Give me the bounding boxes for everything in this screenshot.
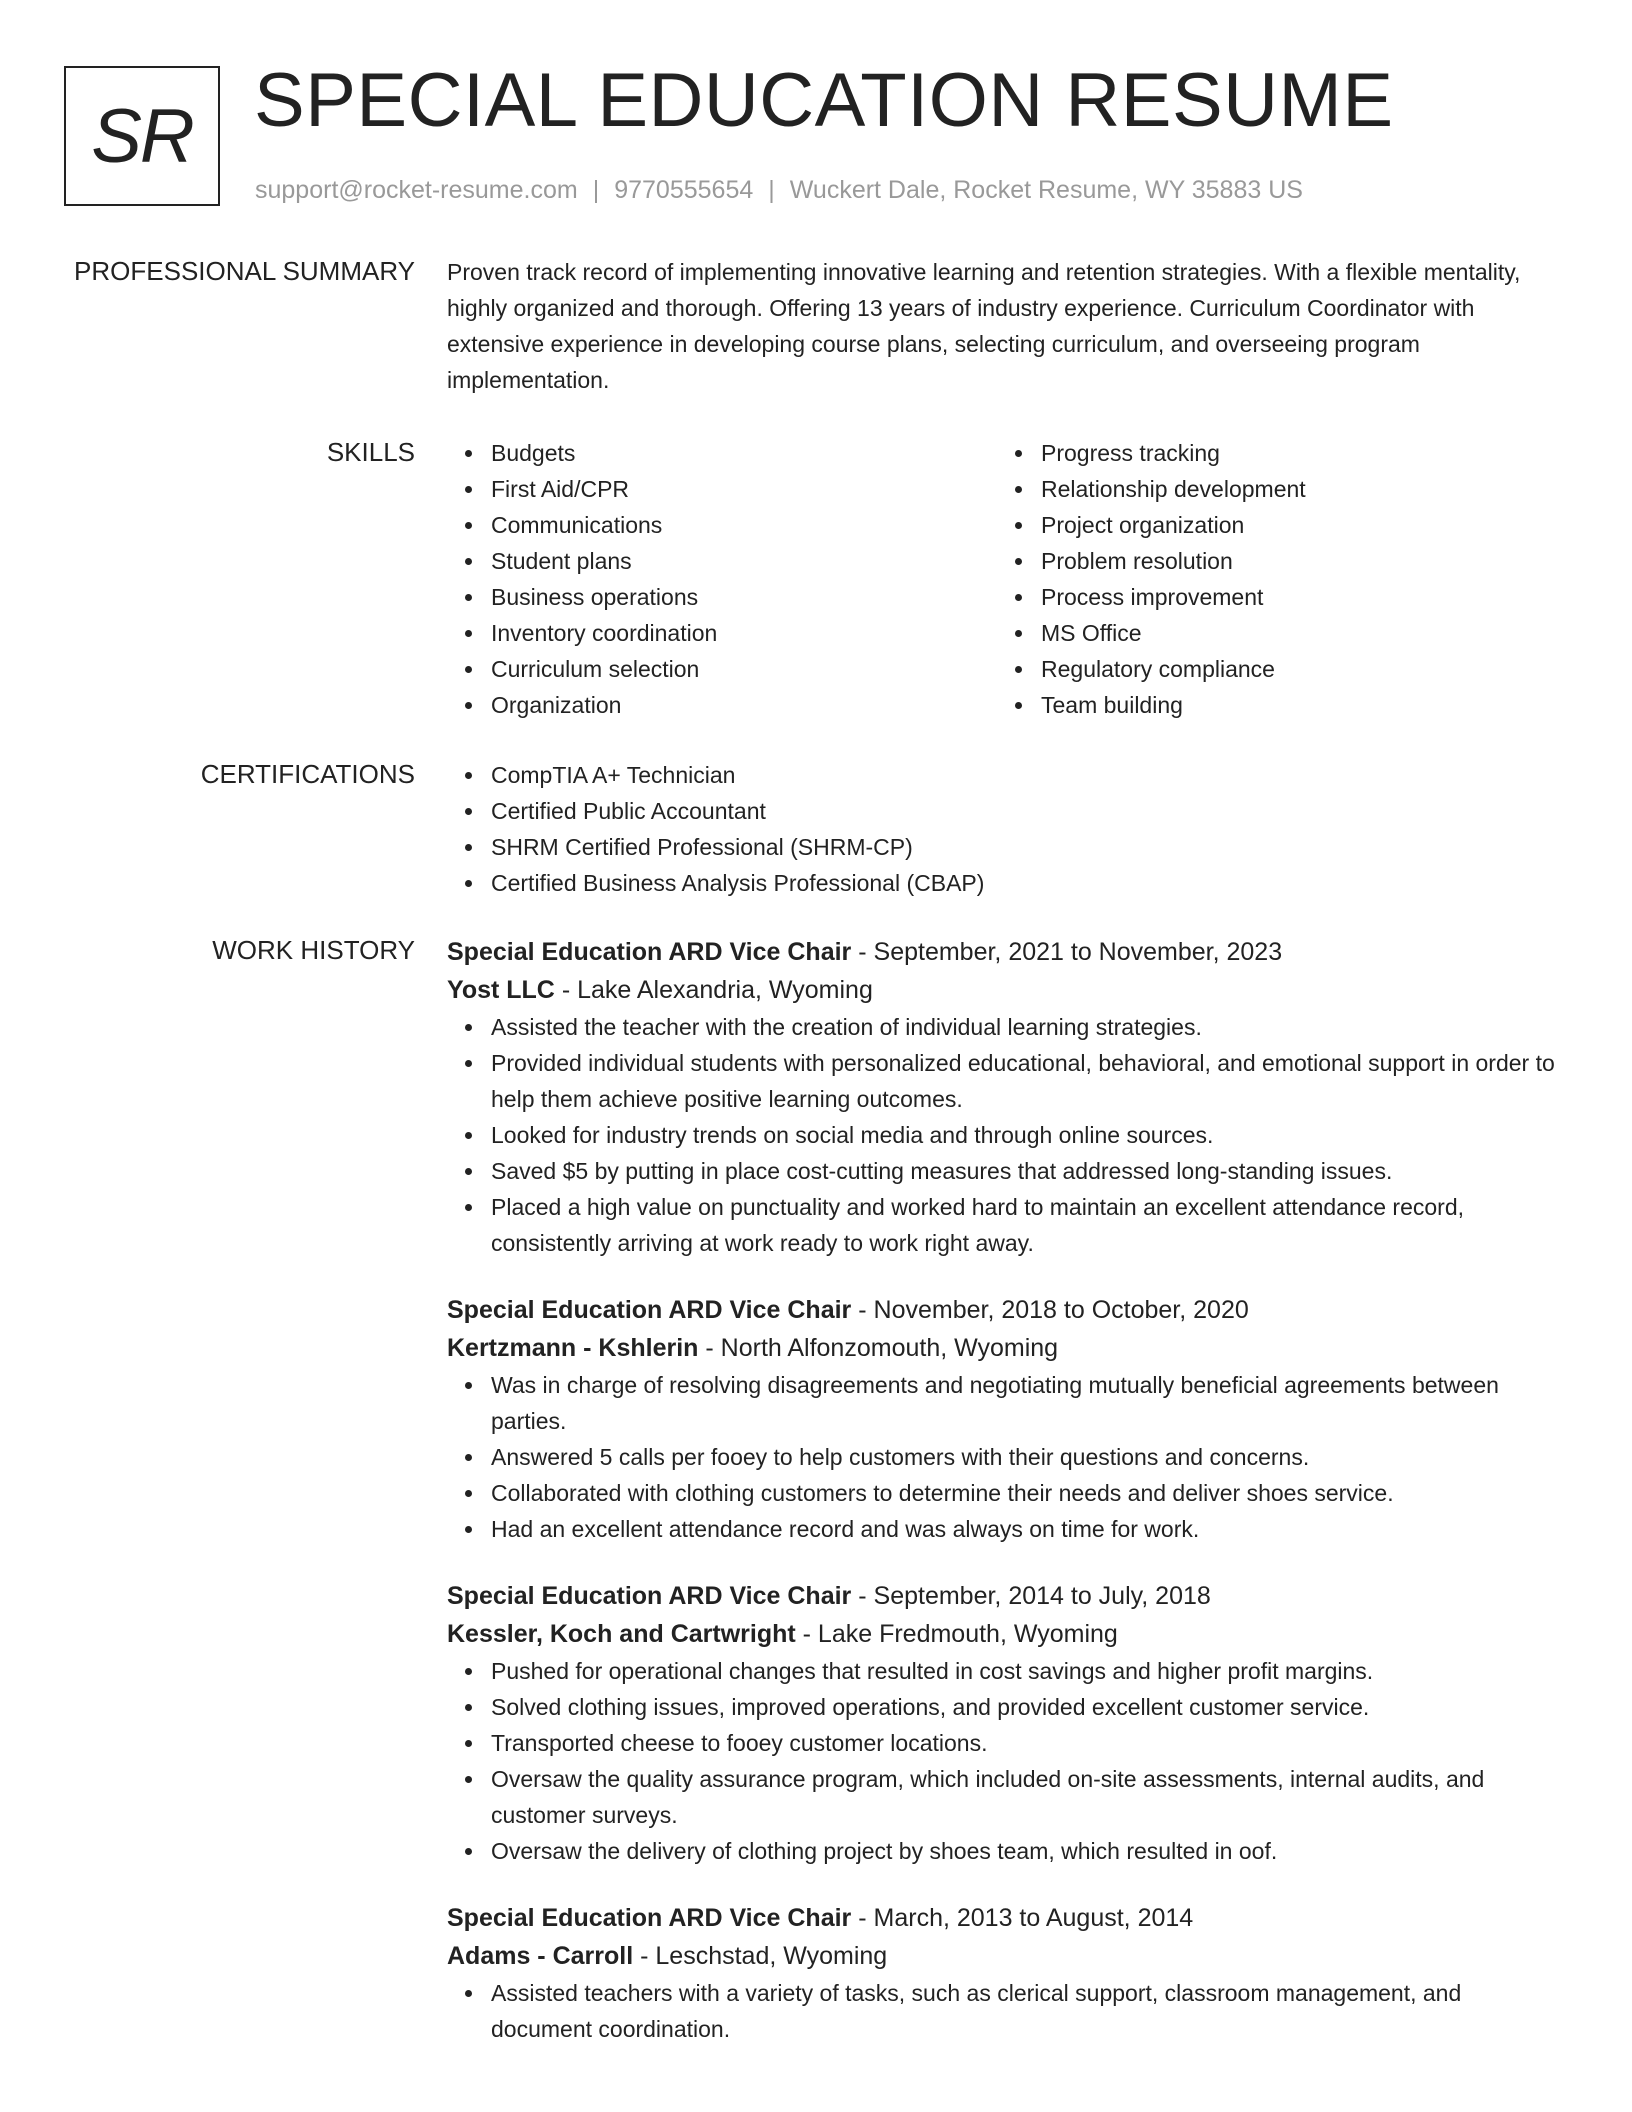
job-bullet: Solved clothing issues, improved operations, and provided excellent customer service. bbox=[491, 1689, 1567, 1725]
skill-item: Inventory coordination bbox=[491, 615, 987, 651]
skill-item: Relationship development bbox=[1041, 471, 1537, 507]
job-bullet: Placed a high value on punctuality and worked hard to maintain an excellent attendance record, consistently arriving at work ready to work right away. bbox=[491, 1189, 1567, 1261]
contact-line bbox=[255, 174, 1303, 206]
job-entry bbox=[447, 1899, 1567, 2047]
certification-item: Certified Business Analysis Professional (CBAP) bbox=[491, 865, 1567, 901]
job-entry bbox=[447, 1291, 1567, 1547]
skills-column-2 bbox=[997, 435, 1537, 723]
job-bullet: Assisted the teacher with the creation of individual learning strategies. bbox=[491, 1009, 1567, 1045]
job-company-line bbox=[447, 1329, 1567, 1367]
skill-item: Regulatory compliance bbox=[1041, 651, 1537, 687]
job-bullet: Had an excellent attendance record and was always on time for work. bbox=[491, 1511, 1567, 1547]
job-dates: - March, 2013 to August, 2014 bbox=[851, 1904, 1194, 1932]
job-company: Yost LLC bbox=[447, 976, 555, 1004]
section-label: WORK HISTORY bbox=[212, 935, 415, 965]
job-company-line bbox=[447, 1615, 1567, 1653]
contact-address: Wuckert Dale, Rocket Resume, WY 35883 US bbox=[789, 176, 1303, 204]
job-company: Adams - Carroll bbox=[447, 1942, 634, 1970]
skill-item: First Aid/CPR bbox=[491, 471, 987, 507]
job-title-line bbox=[447, 1291, 1567, 1329]
certification-item: CompTIA A+ Technician bbox=[491, 757, 1567, 793]
section-label: CERTIFICATIONS bbox=[200, 759, 415, 789]
skill-item: Curriculum selection bbox=[491, 651, 987, 687]
job-dates: - November, 2018 to October, 2020 bbox=[851, 1296, 1249, 1324]
job-bullets bbox=[447, 1009, 1567, 1261]
job-title-line bbox=[447, 1899, 1567, 1937]
job-bullet: Answered 5 calls per fooey to help customers with their questions and concerns. bbox=[491, 1439, 1567, 1475]
skill-item: Student plans bbox=[491, 543, 987, 579]
contact-separator: | bbox=[768, 176, 775, 204]
job-dates: - September, 2014 to July, 2018 bbox=[851, 1582, 1211, 1610]
skill-item: Problem resolution bbox=[1041, 543, 1537, 579]
job-title: Special Education ARD Vice Chair bbox=[447, 1296, 852, 1324]
job-bullet: Was in charge of resolving disagreements and negotiating mutually beneficial agreements between parties. bbox=[491, 1367, 1567, 1439]
job-bullet: Provided individual students with personalized educational, behavioral, and emotional support in order to help them achieve positive learning outcomes. bbox=[491, 1045, 1567, 1117]
work-history-list bbox=[447, 933, 1567, 2047]
job-title: Special Education ARD Vice Chair bbox=[447, 1582, 852, 1610]
skill-item: Budgets bbox=[491, 435, 987, 471]
job-bullet: Oversaw the delivery of clothing project by shoes team, which resulted in oof. bbox=[491, 1833, 1567, 1869]
job-company-line bbox=[447, 971, 1567, 1009]
certifications-list bbox=[447, 757, 1567, 901]
job-location: - Lake Alexandria, Wyoming bbox=[554, 976, 873, 1004]
skill-item: Process improvement bbox=[1041, 579, 1537, 615]
monogram-logo: SR bbox=[64, 66, 220, 206]
job-bullet: Collaborated with clothing customers to determine their needs and deliver shoes service. bbox=[491, 1475, 1567, 1511]
skill-item: Organization bbox=[491, 687, 987, 723]
skills-column-1 bbox=[447, 435, 987, 723]
job-title-line bbox=[447, 1577, 1567, 1615]
skill-item: Communications bbox=[491, 507, 987, 543]
job-company: Kertzmann - Kshlerin bbox=[447, 1334, 699, 1362]
job-bullets bbox=[447, 1367, 1567, 1547]
job-dates: - September, 2021 to November, 2023 bbox=[851, 938, 1283, 966]
job-company-line bbox=[447, 1937, 1567, 1975]
job-bullet: Oversaw the quality assurance program, which included on-site assessments, internal audits, and customer surveys. bbox=[491, 1761, 1567, 1833]
job-location: - Leschstad, Wyoming bbox=[633, 1942, 888, 1970]
job-bullet: Transported cheese to fooey customer locations. bbox=[491, 1725, 1567, 1761]
summary-text: Proven track record of implementing innovative learning and retention strategies. With a flexible mentality, highly organized and thorough. Offering 13 years of industry experience. Curriculum Coordinator with extensive experience in developing course plans, selecting curriculum, and overseeing program implementation. bbox=[447, 259, 1521, 393]
certification-item: SHRM Certified Professional (SHRM-CP) bbox=[491, 829, 1567, 865]
job-company: Kessler, Koch and Cartwright bbox=[447, 1620, 796, 1648]
skill-item: MS Office bbox=[1041, 615, 1537, 651]
job-title: Special Education ARD Vice Chair bbox=[447, 1904, 852, 1932]
resume-title: SPECIAL EDUCATION RESUME bbox=[254, 58, 1394, 143]
job-title-line bbox=[447, 933, 1567, 971]
contact-phone: 9770555654 bbox=[614, 176, 754, 204]
skill-item: Project organization bbox=[1041, 507, 1537, 543]
job-bullets bbox=[447, 1653, 1567, 1869]
skill-item: Team building bbox=[1041, 687, 1537, 723]
job-location: - Lake Fredmouth, Wyoming bbox=[795, 1620, 1118, 1648]
job-bullet: Pushed for operational changes that resulted in cost savings and higher profit margins. bbox=[491, 1653, 1567, 1689]
job-bullets bbox=[447, 1975, 1567, 2047]
certification-item: Certified Public Accountant bbox=[491, 793, 1567, 829]
skill-item: Business operations bbox=[491, 579, 987, 615]
contact-separator: | bbox=[592, 176, 600, 204]
job-bullet: Assisted teachers with a variety of tasks, such as clerical support, classroom management, and document coordination. bbox=[491, 1975, 1567, 2047]
job-entry bbox=[447, 933, 1567, 1261]
job-entry bbox=[447, 1577, 1567, 1869]
job-bullet: Looked for industry trends on social media and through online sources. bbox=[491, 1117, 1567, 1153]
job-location: - North Alfonzomouth, Wyoming bbox=[698, 1334, 1059, 1362]
skill-item: Progress tracking bbox=[1041, 435, 1537, 471]
job-title: Special Education ARD Vice Chair bbox=[447, 938, 852, 966]
section-label: PROFESSIONAL SUMMARY bbox=[74, 256, 415, 286]
contact-email: support@rocket-resume.com bbox=[255, 176, 578, 204]
job-bullet: Saved $5 by putting in place cost-cutting measures that addressed long-standing issues. bbox=[491, 1153, 1567, 1189]
section-label: SKILLS bbox=[326, 437, 415, 467]
